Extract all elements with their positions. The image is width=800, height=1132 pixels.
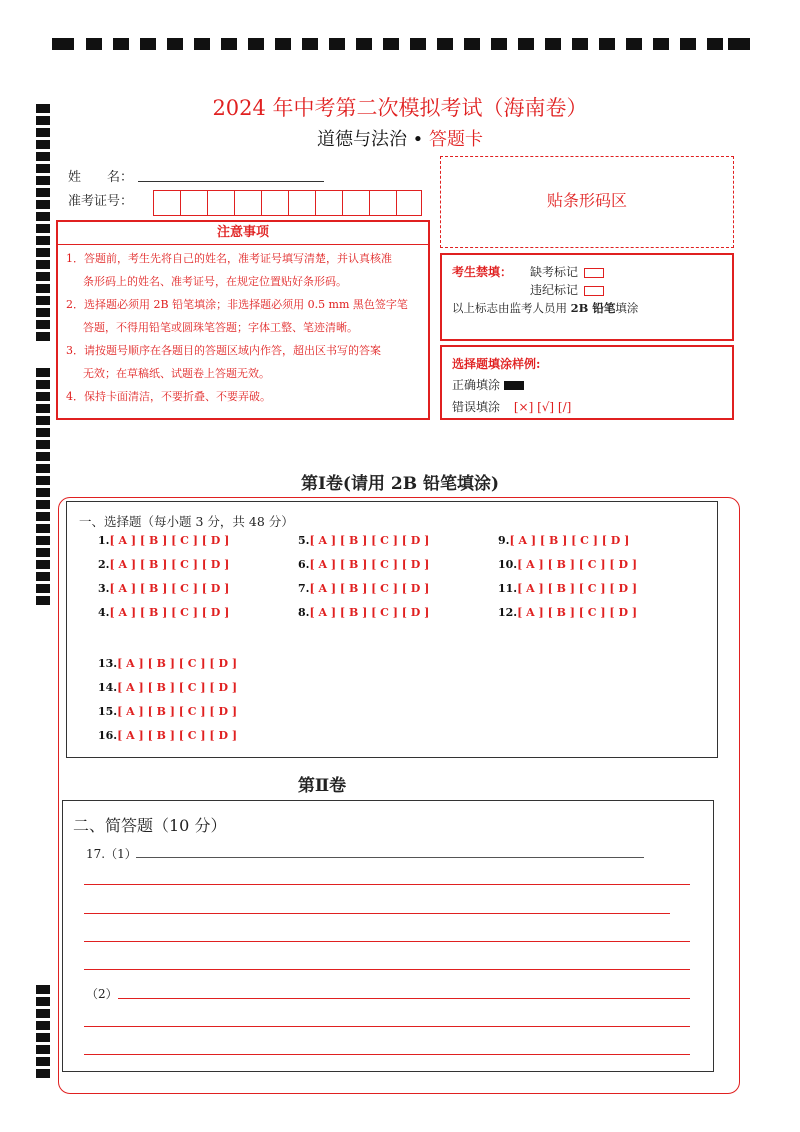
question-15[interactable]: [98, 705, 237, 718]
answer-options[interactable]: [ A ] [ B ] [ C ] [ D ]: [117, 705, 238, 718]
question-number: 1.: [98, 534, 110, 547]
question-12[interactable]: [498, 606, 637, 619]
answer-options[interactable]: [ A ] [ B ] [ C ] [ D ]: [517, 606, 638, 619]
proctor-mark-box: [440, 253, 734, 341]
answer-line[interactable]: [84, 884, 690, 885]
question-number: 15.: [98, 705, 118, 718]
wrong-fill-row: [452, 398, 571, 415]
answer-options[interactable]: [ A ] [ B ] [ C ] [ D ]: [109, 534, 230, 547]
answer-options[interactable]: [ A ] [ B ] [ C ] [ D ]: [109, 582, 230, 595]
notice-line: 4．保持卡面清洁，不要折叠、不要弄破。: [66, 390, 271, 403]
notice-line: 条形码上的姓名、准考证号，在规定位置贴好条形码。: [83, 275, 347, 288]
exam-id-box[interactable]: [207, 190, 235, 216]
proctor-note-bold: 2B 铅笔: [570, 301, 616, 315]
answer-options[interactable]: [ A ] [ B ] [ C ] [ D ]: [517, 558, 638, 571]
question-9[interactable]: [498, 534, 629, 547]
question-number: 4.: [98, 606, 110, 619]
violation-mark-row: [530, 281, 604, 298]
question-number: 6.: [298, 558, 310, 571]
question-3[interactable]: [98, 582, 229, 595]
answer-options[interactable]: [ A ] [ B ] [ C ] [ D ]: [309, 582, 430, 595]
answer-line[interactable]: [84, 969, 690, 970]
answer-options[interactable]: [ A ] [ B ] [ C ] [ D ]: [309, 534, 430, 547]
notice-item: [58, 385, 428, 408]
exam-id-box[interactable]: [288, 190, 316, 216]
question-number: 2.: [98, 558, 110, 571]
answer-line[interactable]: [84, 1054, 690, 1055]
wrong-fill-marks: [×] [√] [/]: [513, 400, 572, 414]
question-8[interactable]: [298, 606, 429, 619]
filled-mark-sample: [504, 381, 524, 390]
question-number: 10.: [498, 558, 518, 571]
exam-id-box[interactable]: [153, 190, 181, 216]
barcode-area: [440, 156, 734, 248]
proctor-note-suffix: 填涂: [615, 301, 639, 315]
question-number: 3.: [98, 582, 110, 595]
short-answer-box: [62, 800, 714, 1072]
violation-mark-box[interactable]: [584, 286, 604, 296]
question-14[interactable]: [98, 681, 237, 694]
q17-part2-label: （2）: [86, 987, 118, 1001]
subtitle-main: 道德与法治 •: [316, 129, 424, 150]
part2-title: 第Ⅱ卷: [297, 776, 347, 796]
correct-fill-label: 正确填涂: [452, 378, 501, 392]
answer-line[interactable]: [118, 998, 690, 999]
exam-id-box[interactable]: [369, 190, 397, 216]
answer-options[interactable]: [ A ] [ B ] [ C ] [ D ]: [109, 606, 230, 619]
question-number: 13.: [98, 657, 118, 670]
question-number: 14.: [98, 681, 118, 694]
absent-mark-label: 缺考标记: [530, 265, 579, 279]
notice-item: [58, 247, 428, 293]
question-5[interactable]: [298, 534, 429, 547]
question-number: 7.: [298, 582, 310, 595]
question-10[interactable]: [498, 558, 637, 571]
question-16[interactable]: [98, 729, 237, 742]
answer-options[interactable]: [ A ] [ B ] [ C ] [ D ]: [509, 534, 630, 547]
exam-id-label: 准考证号：: [68, 194, 134, 209]
fill-example-label: 选择题填涂样例:: [452, 357, 541, 371]
notice-line: 1．答题前，考生先将自己的姓名，准考证号填写清楚，并认真核准: [66, 252, 392, 265]
answer-options[interactable]: [ A ] [ B ] [ C ] [ D ]: [109, 558, 230, 571]
answer-options[interactable]: [ A ] [ B ] [ C ] [ D ]: [309, 606, 430, 619]
q17-part1-label: 17.（1）: [86, 847, 137, 861]
question-11[interactable]: [498, 582, 637, 595]
question-number: 5.: [298, 534, 310, 547]
notice-box: [56, 220, 430, 420]
question-number: 11.: [498, 582, 518, 595]
answer-options[interactable]: [ A ] [ B ] [ C ] [ D ]: [117, 681, 238, 694]
violation-mark-label: 违纪标记: [530, 283, 579, 297]
question-4[interactable]: [98, 606, 229, 619]
answer-options[interactable]: [ A ] [ B ] [ C ] [ D ]: [517, 582, 638, 595]
part1-title: 第Ⅰ卷(请用 2B 铅笔填涂): [300, 474, 500, 494]
subtitle-tail: 答题卡: [429, 129, 484, 150]
proctor-note: [452, 300, 638, 316]
notice-heading: 注意事项: [58, 222, 428, 245]
exam-id-box[interactable]: [315, 190, 343, 216]
question-number: 12.: [498, 606, 518, 619]
page-subtitle: [0, 125, 800, 151]
notice-line: 答题，不得用铅笔或圆珠笔答题；字体工整、笔迹清晰。: [83, 321, 358, 334]
question-number: 8.: [298, 606, 310, 619]
correct-fill-row: [452, 376, 524, 393]
notice-line: 2．选择题必须用 2B 铅笔填涂；非选择题必须用 0.5 mm 黑色签字笔: [66, 298, 408, 311]
notice-item: [58, 293, 428, 339]
answer-options[interactable]: [ A ] [ B ] [ C ] [ D ]: [117, 729, 238, 742]
exam-id-box[interactable]: [342, 190, 370, 216]
short-answer-title: 二、简答题（10 分）: [73, 816, 227, 835]
forbidden-label: 考生禁填：: [452, 265, 513, 279]
fill-example-box: [440, 345, 734, 420]
absent-mark-box[interactable]: [584, 268, 604, 278]
exam-id-box[interactable]: [180, 190, 208, 216]
exam-id-box[interactable]: [261, 190, 289, 216]
answer-line[interactable]: [84, 1026, 690, 1027]
answer-options[interactable]: [ A ] [ B ] [ C ] [ D ]: [309, 558, 430, 571]
exam-id-box[interactable]: [234, 190, 262, 216]
notice-item: [58, 339, 428, 385]
name-field[interactable]: [138, 181, 324, 182]
answer-line[interactable]: [136, 857, 644, 858]
name-label: 姓 名：: [68, 170, 134, 185]
notice-line: 3．请按题号顺序在各题目的答题区域内作答，超出区书写的答案: [66, 344, 381, 357]
absent-mark-row: [530, 263, 604, 280]
timing-mark-bar-top: [52, 38, 752, 52]
wrong-fill-label: 错误填涂: [452, 400, 501, 414]
question-1[interactable]: [98, 534, 229, 547]
question-13[interactable]: [98, 657, 237, 670]
choice-section-title: 一、选择题（每小题 3 分，共 48 分）: [79, 514, 294, 529]
barcode-area-label: 贴条形码区: [546, 191, 627, 210]
question-6[interactable]: [298, 558, 429, 571]
question-2[interactable]: [98, 558, 229, 571]
question-number: 16.: [98, 729, 118, 742]
answer-line[interactable]: [84, 941, 690, 942]
question-number: 9.: [498, 534, 510, 547]
page-title: 2024 年中考第二次模拟考试（海南卷）: [212, 96, 588, 120]
exam-id-box[interactable]: [396, 190, 422, 216]
notice-line: 无效；在草稿纸、试题卷上答题无效。: [83, 367, 270, 380]
answer-options[interactable]: [ A ] [ B ] [ C ] [ D ]: [117, 657, 238, 670]
answer-line[interactable]: [84, 913, 670, 914]
proctor-note-prefix: 以上标志由监考人员用: [452, 301, 567, 315]
question-7[interactable]: [298, 582, 429, 595]
